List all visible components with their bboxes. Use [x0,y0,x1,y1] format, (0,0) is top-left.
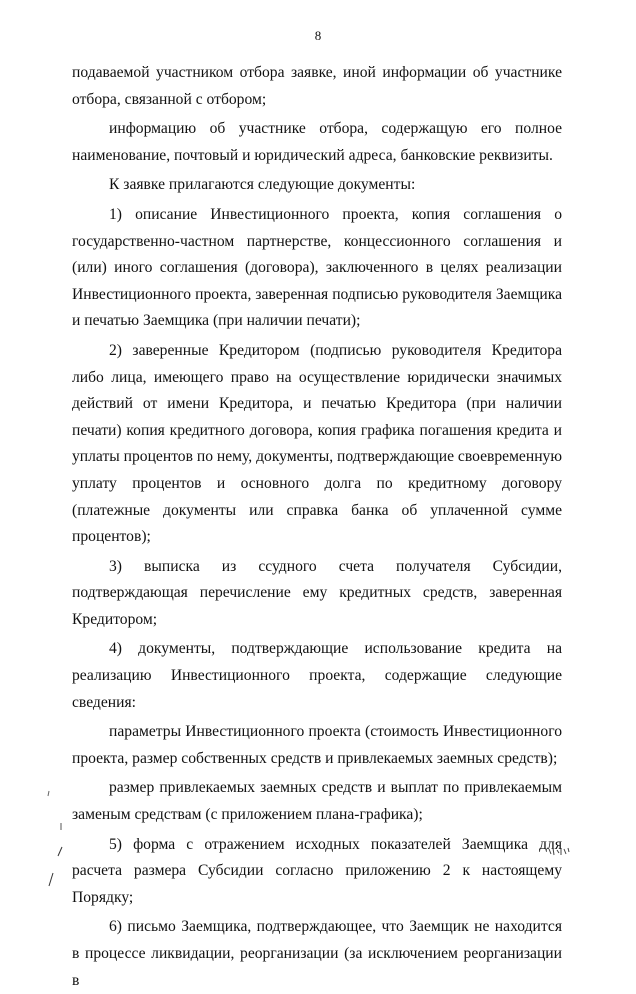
list-item-4-detail-2: размер привлекаемых заемных средств и выплат по привлекаемым заменым средствам (с приложением плана-графика); [72,779,562,824]
scan-artifact-left-4 [47,872,55,888]
list-item-4: 4) документы, подтверждающие использование кредита на реализацию Инвестиционного проекта, содержащие следующие сведения: [72,640,562,711]
document-body [72,60,562,994]
paragraph-continuation: подаваемой участником отбора заявке, иной информации об участнике отбора, связанной с отбором; [72,64,562,108]
list-item-1: 1) описание Инвестиционного проекта, копия соглашения о государственно-частном партнерстве, концессионного соглашения и (или) иного соглашения (договора), заключенного в целях реализации Инвестиционного проекта, заверенная подписью руководителя Заемщика и печатью Заемщика (при наличии печати); [72,205,562,330]
paragraph-participant-info: информацию об участнике отбора, содержащую его полное наименование, почтовый и юридический адреса, банковские реквизиты. [72,120,562,164]
scan-artifact-left-3 [56,846,64,858]
list-item-2: 2) заверенные Кредитором (подписью руководителя Кредитора либо лица, имеющего право на осуществление юридически значимых действий от имени Кредитора, и печатью Кредитора (при наличии печати) копия кредитного договора, копия графика погашения кредита и уплаты процентов по нему, документы, подтверждающие своевременную уплату процентов и основного долга по кредитному договору (платежные документы или справка банка об уплаченной сумме процентов); [72,341,562,546]
list-item-5: 5) форма с отражением исходных показателей Заемщика для расчета размера Субсидии согласно приложению 2 к настоящему Порядку; [72,835,562,906]
scan-artifact-left-1 [46,790,52,804]
list-item-4-detail-1: параметры Инвестиционного проекта (стоимость Инвестиционного проекта, размер собственных средств и привлекаемых заемных средств); [72,723,562,767]
scan-artifact-left-2 [58,822,64,832]
scan-artifact-right [548,846,572,858]
list-item-6: 6) письмо Заемщика, подтверждающее, что Заемщик не находится в процессе ликвидации, реорганизации (за исключением реорганизации в [72,918,562,989]
list-item-3: 3) выписка из ссудного счета получателя Субсидии, подтверждающая перечисление ему кредитных средств, заверенная Кредитором; [72,557,562,628]
page-number: 8 [314,28,322,43]
paragraph-attachments-intro: К заявке прилагаются следующие документы: [109,176,416,194]
